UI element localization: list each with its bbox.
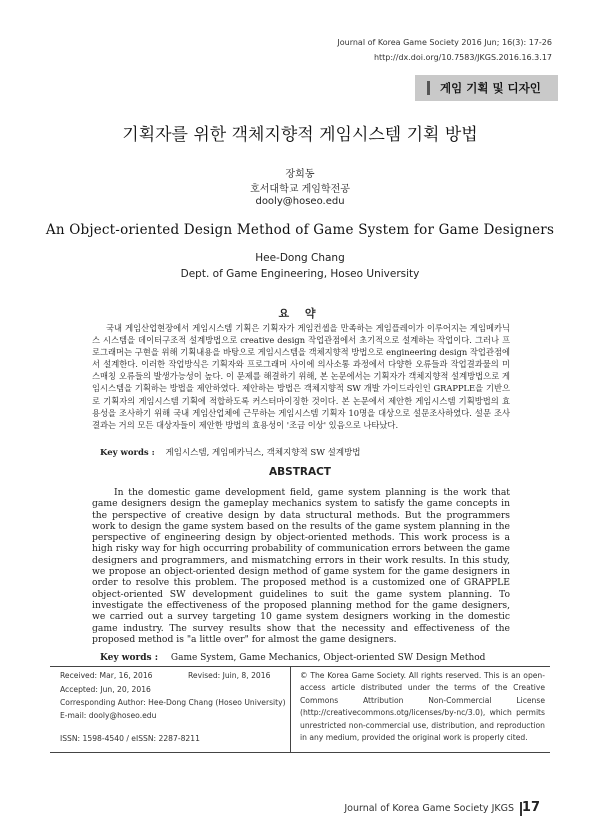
paper-title-ko: 기획자를 위한 객체지향적 게임시스템 기획 방법 — [122, 125, 478, 145]
paper-title-en: An Object-oriented Design Method of Game System for Game Designers — [45, 222, 555, 238]
keywords-en-list: Game System, Game Mechanics, Object-oriented SW Design Method — [170, 653, 486, 663]
accepted-date: Accepted: Jun, 20, 2016 — [60, 685, 151, 694]
author-name-ko: 장희동 — [285, 169, 315, 180]
info-top-rule — [50, 666, 550, 667]
author-affiliation-en: Dept. of Game Engineering, Hoseo University — [180, 268, 420, 280]
keywords-ko-list: 게임시스템, 게임메카닉스, 객체지향적 SW 설계방법 — [165, 448, 361, 458]
keywords-ko-label: Key words : — [100, 448, 155, 458]
abstract-en-heading: ABSTRACT — [269, 466, 331, 478]
revised-date: Revised: Juin, 8, 2016 — [188, 671, 271, 680]
abstract-ko-heading: 요 약 — [278, 307, 322, 320]
info-bottom-rule — [50, 752, 550, 753]
author-name-en: Hee-Dong Chang — [255, 252, 345, 264]
info-column-divider — [290, 666, 291, 752]
author-email[interactable]: dooly@hoseo.edu — [255, 196, 345, 207]
received-date: Received: Mar, 16, 2016 — [60, 671, 153, 680]
page-number: 17 — [521, 800, 540, 815]
abstract-en-body: In the domestic game development field, game system planning is the work that game designers design the gameplay mechanics system to satisfy the game concepts in the perspective of creative design by data structural methods. But the programmers work to design the game system based on the results of the game system planning in the perspective of engineering design by object-oriented methods. This work process is a high risky way for high occurring probability of communication errors between the game designers and programmers, and mismatching errors in their work results. In this study, we propose an object-oriented design method of game system for the game designers in order to resolve this problem. The proposed method is a customized one of GRAPPLE object-oriented SW development guidelines to suit the game system planning. To investigate the effectiveness of the proposed planning method for the game designers, we carried out a survey targeting 10 game system designers working in the domestic game industry. The survey results show that the necessity and effectiveness of the proposed method is "a little over" for almost the game designers. — [92, 487, 510, 645]
section-tab — [415, 75, 558, 101]
section-tab-label: 게임 기획 및 디자인 — [440, 81, 541, 95]
corresponding-author: Corresponding Author: Hee-Dong Chang (Hoseo University) — [60, 698, 286, 707]
author-affiliation-ko: 호서대학교 게임학전공 — [250, 184, 350, 195]
corresponding-email: E-mail: dooly@hoseo.edu — [60, 711, 157, 720]
footer-journal-name: Journal of Korea Game Society JKGS — [344, 803, 514, 814]
abstract-ko-body: 국내 게임산업현장에서 게임시스템 기획은 기획자가 게임컨셉을 만족하는 게임플레이가 이루어지는 게임메카닉스 시스템을 데이터구조적 설계방법으로 creative design 작업관점에서 초기적으로 설계하는 작업이다. 그러나 프로그래머는 구현을 위해 기획내용을 바탕으로 게임시스템을 객체지향적 방법으로 engineering design 작업관점에서 설계한다. 이러한 작업방식은 기획자와 프로그래머 사이에 의사소통 과정에서 다양한 오류들과 작업결과물의 미스매칭 오류들의 발생가능성이 높다. 이 문제를 해결하기 위해, 본 논문에서는 기획자가 객체지향적 설계방법으로 게임시스템을 기획하는 방법을 제안하였다. 제안하는 방법은 객체지향적 SW 개발 가이드라인인 GRAPPLE을 기반으로 기획자의 게임시스템 기획에 적합하도록 커스터마이징한 것이다. 본 논문에서 제안한 게임시스템 기획방법의 효용성을 조사하기 위해 국내 게임산업체에 근무하는 게임시스템 기획자 10명을 대상으로 설문조사하였다. 설문 조사결과는 거의 모든 대상자들이 제안한 방법의 효용성이 '조금 이상' 있음으로 나타났다. — [92, 323, 510, 430]
keywords-ko — [100, 446, 520, 458]
section-tab-bar — [427, 81, 430, 95]
doi-link[interactable]: http://dx.doi.org/10.7583/JKGS.2016.16.3.17 — [373, 53, 552, 62]
keywords-en — [100, 653, 520, 663]
issn: ISSN: 1598-4540 / eISSN: 2287-8211 — [60, 734, 200, 743]
license-notice: © The Korea Game Society. All rights reserved. This is an open-access article distributed under the terms of the Creative Commons Attribution Non-Commercial License (http://creativecommons.otg/licenses/by-nc/3.0), which permits unrestricted non-commercial use, distribution, and reproduction in any medium, provided the original work is properly cited. — [300, 671, 545, 743]
keywords-en-label: Key words : — [100, 653, 159, 663]
journal-citation: Journal of Korea Game Society 2016 Jun; 16(3): 17-26 — [337, 38, 552, 47]
